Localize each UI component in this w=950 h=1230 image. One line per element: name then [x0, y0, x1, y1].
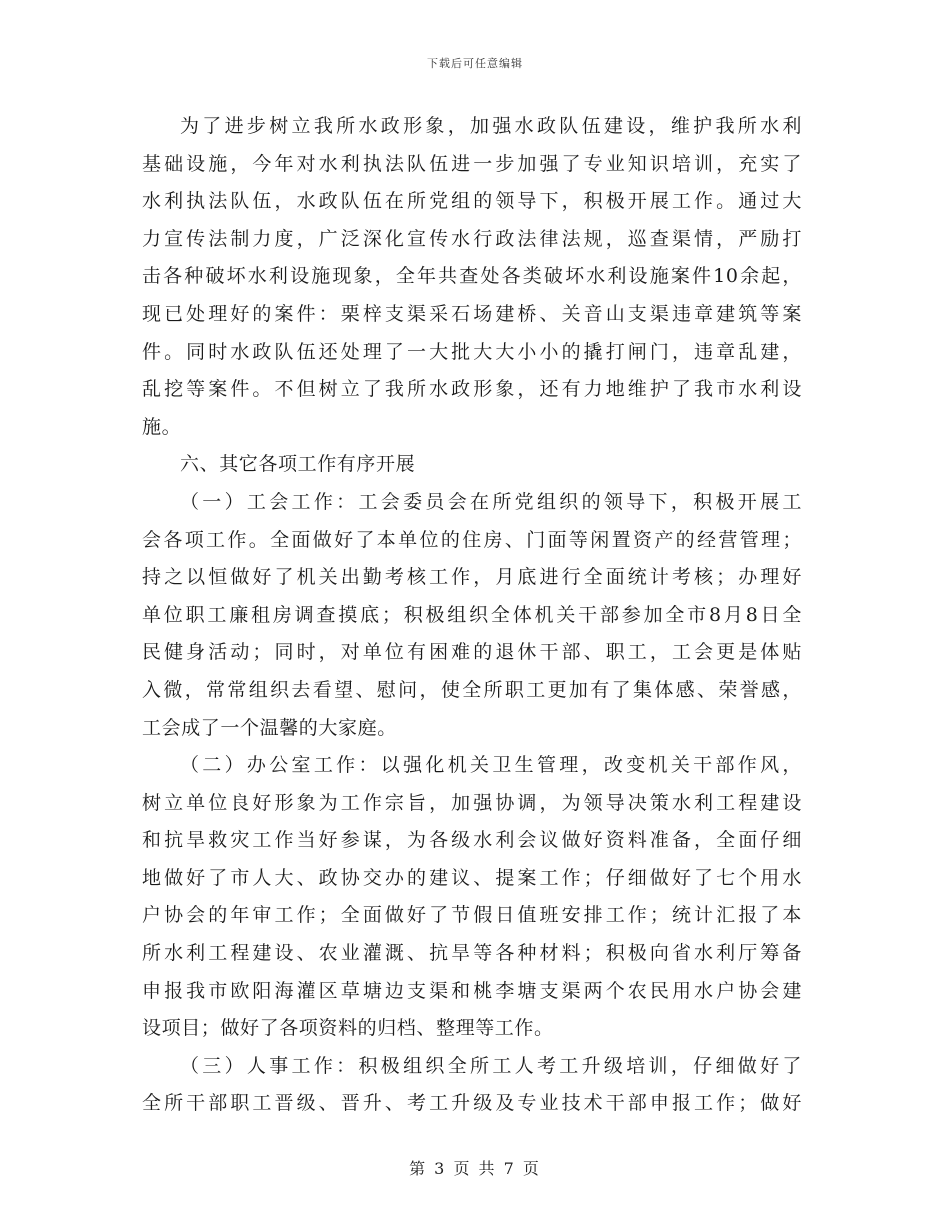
text-line: 六、其它各项工作有序开展	[180, 453, 416, 476]
text-line: 力宣传法制力度，广泛深化宣传水行政法律法规，巡查渠情，严励打	[142, 227, 802, 250]
text-line: 施。	[142, 415, 182, 438]
text-line: 会各项工作。全面做好了本单位的住房、门面等闲置资产的经营管理；	[142, 528, 802, 551]
text-line: 基础设施，今年对水利执法队伍进一步加强了专业知识培训，充实了	[142, 152, 802, 175]
text-line: （一）工会工作：工会委员会在所党组织的领导下，积极开展工	[180, 490, 802, 513]
text-line: 击各种破坏水利设施现象，全年共查处各类破坏水利设施案件10余起，	[142, 265, 802, 288]
text-line: （二）办公室工作：以强化机关卫生管理，改变机关干部作风，	[180, 754, 802, 777]
text-line: 和抗旱救灾工作当好参谋，为各级水利会议做好资料准备，全面仔细	[142, 829, 802, 852]
text-line: 持之以恒做好了机关出勤考核工作，月底进行全面统计考核；办理好	[142, 566, 802, 589]
text-line: 工会成了一个温馨的大家庭。	[142, 716, 397, 739]
text-line: 民健身活动；同时，对单位有困难的退休干部、职工，工会更是体贴	[142, 641, 802, 664]
text-line: 件。同时水政队伍还处理了一大批大大小小的撬打闸门，违章乱建，	[142, 340, 802, 363]
text-line: 为了进步树立我所水政形象，加强水政队伍建设，维护我所水利	[180, 115, 802, 137]
text-line: 全所干部职工晋级、晋升、考工升级及专业技术干部申报工作；做好	[142, 1092, 802, 1115]
text-line: 户协会的年审工作；全面做好了节假日值班安排工作；统计汇报了本	[142, 904, 802, 927]
page-footer: 第 3 页 共 7 页	[409, 1159, 541, 1178]
text-line: 申报我市欧阳海灌区草塘边支渠和桃李塘支渠两个农民用水户协会建	[142, 979, 802, 1002]
text-line: 水利执法队伍，水政队伍在所党组的领导下，积极开展工作。通过大	[142, 190, 802, 213]
text-line: 现已处理好的案件：栗梓支渠采石场建桥、关音山支渠违章建筑等案	[142, 302, 802, 325]
text-line: 入微，常常组织去看望、慰问，使全所职工更加有了集体感、荣誉感，	[142, 678, 802, 701]
text-line: 地做好了市人大、政协交办的建议、提案工作；仔细做好了七个用水	[142, 866, 802, 889]
document-body	[142, 108, 802, 1123]
text-line: 所水利工程建设、农业灌溉、抗旱等各种材料；积极向省水利厅筹备	[142, 942, 802, 965]
text-line: 树立单位良好形象为工作宗旨，加强协调，为领导决策水利工程建设	[142, 791, 802, 814]
text-line: 乱挖等案件。不但树立了我所水政形象，还有力地维护了我市水利设	[142, 378, 802, 401]
text-line: 设项目；做好了各项资料的归档、整理等工作。	[142, 1017, 554, 1040]
text-line: （三）人事工作：积极组织全所工人考工升级培训，仔细做好了	[180, 1054, 802, 1077]
page-header: 下载后可任意编辑	[427, 57, 523, 70]
text-line: 单位职工廉租房调查摸底；积极组织全体机关干部参加全市8月8日全	[142, 603, 802, 626]
